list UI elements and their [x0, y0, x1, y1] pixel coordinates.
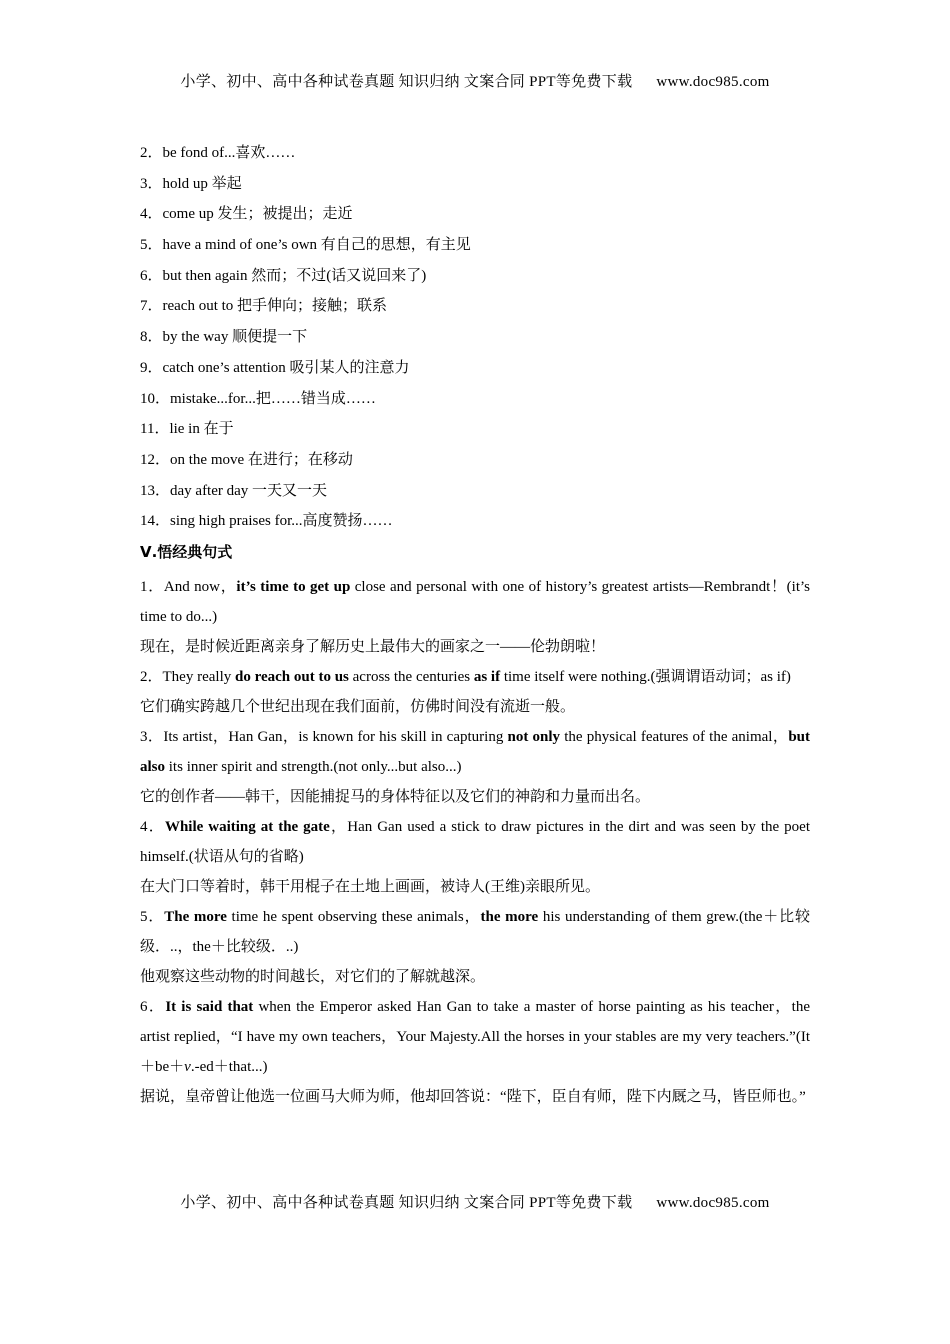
sentence-text: the physical features of the animal，	[560, 728, 789, 745]
sentence-text: time itself were nothing.(强调谓语动词；as if)	[500, 668, 791, 685]
sentence-number: 2．	[140, 668, 163, 685]
sentence-1-translation: 现在，是时候近距离亲身了解历史上最伟大的画家之一——伦勃朗啦！	[140, 638, 606, 655]
header-url: www.doc985.com	[656, 74, 770, 90]
sentence-key-phrase: The more	[164, 908, 227, 925]
sentence-5-translation: 他观察这些动物的时间越长，对它们的了解就越深。	[140, 968, 486, 985]
phrase-item: 5．have a mind of one’s own 有自己的思想，有主见	[140, 237, 471, 254]
sentence-text: They really	[162, 668, 235, 685]
phrase-item: 13．day after day 一天又一天	[140, 482, 328, 499]
phrase-item: 6．but then again 然而；不过(话又说回来了)	[140, 267, 427, 284]
sentence-3-translation: 它的创作者——韩干，因能捕捉马的身体特征以及它们的神韵和力量而出名。	[140, 788, 651, 805]
phrase-item: 2．be fond of...喜欢……	[140, 145, 296, 161]
sentence-4	[140, 812, 810, 872]
sentence-number: 1．	[140, 578, 164, 595]
phrase-item: 7．reach out to 把手伸向；接触；联系	[140, 298, 388, 315]
sentence-italic-v: v	[184, 1058, 191, 1075]
sentence-2	[140, 662, 810, 692]
sentence-text: close and personal with one of history’s greatest artists—Rembrandt！(it’s time to do...)	[140, 578, 810, 625]
sentence-text: his understanding of them grew.(the＋比较级．..，the＋比较级．..)	[140, 908, 810, 955]
phrase-item: 8．by the way 顺便提一下	[140, 329, 308, 346]
sentence-key-phrase: not only	[507, 728, 561, 745]
sentence-text: ，Han Gan used a stick to draw pictures in the dirt and was seen by the poet himself.(状语从句的省略)	[140, 818, 810, 865]
sentence-key-phrase: While waiting at the gate	[164, 818, 330, 835]
sentence-number: 6．	[140, 998, 166, 1015]
sentence-number: 4．	[140, 818, 165, 835]
sentence-number: 5．	[140, 908, 165, 925]
sentence-text: .-ed＋that...)	[190, 1058, 268, 1075]
header-text: 小学、初中、高中各种试卷真题 知识归纳 文案合同 PPT等免费下载	[180, 74, 633, 90]
sentence-5	[140, 902, 810, 962]
phrase-list	[140, 142, 810, 541]
phrase-item: 10．mistake...for...把……错当成……	[140, 390, 376, 407]
sentence-4-translation: 在大门口等着时，韩干用棍子在土地上画画，被诗人(王维)亲眼所见。	[140, 878, 600, 895]
phrase-item: 4．come up 发生；被提出；走近	[140, 206, 353, 223]
phrase-item: 12．on the move 在进行；在移动	[140, 451, 353, 468]
sentence-text: across the centuries	[348, 668, 474, 685]
sentence-2-translation: 它们确实跨越几个世纪出现在我们面前，仿佛时间没有流逝一般。	[140, 698, 576, 715]
sentence-6-translation: 据说，皇帝曾让他选一位画马大师为师，他却回答说：“陛下，臣自有师，陛下内厩之马，皆臣师也。”	[140, 1088, 806, 1105]
phrase-item: 11．lie in 在于	[140, 421, 234, 438]
sentence-key-phrase: do reach out to us	[234, 668, 349, 685]
sentence-1	[140, 572, 810, 632]
page-header	[0, 70, 950, 91]
sentence-3	[140, 722, 810, 782]
sentence-text: when the Emperor asked Han Gan to take a master of horse painting as his teacher，the artist replied，“I have my own teachers，Your Majesty.All the horses in your stables are my very teachers.”(It＋be＋	[140, 998, 810, 1075]
sentence-number: 3．	[140, 728, 164, 745]
sentence-6	[140, 992, 810, 1082]
phrase-item: 14．sing high praises for...高度赞扬……	[140, 513, 393, 530]
sentence-key-phrase: It is said that	[165, 998, 254, 1015]
document-body	[140, 142, 810, 1112]
sentence-text: And now，	[163, 578, 237, 595]
sentence-text: time he spent observing these animals，	[226, 908, 481, 925]
sentence-key-phrase: the more	[480, 908, 539, 925]
page-footer	[0, 1191, 950, 1212]
sentence-text: Its artist，Han Gan，is known for his skill in capturing	[163, 728, 508, 745]
sentence-key-phrase: it’s time to get up	[236, 578, 351, 595]
sentence-key-phrase: as if	[473, 668, 501, 685]
sentence-text: its inner spirit and strength.(not only...but also...)	[165, 758, 462, 775]
footer-url: www.doc985.com	[656, 1195, 770, 1211]
section-title: Ⅴ.悟经典句式	[140, 542, 233, 561]
phrase-item: 9．catch one’s attention 吸引某人的注意力	[140, 359, 410, 376]
phrase-item: 3．hold up 举起	[140, 175, 242, 192]
sentence-key-phrase: but also	[140, 728, 810, 775]
footer-text: 小学、初中、高中各种试卷真题 知识归纳 文案合同 PPT等免费下载	[180, 1195, 633, 1211]
